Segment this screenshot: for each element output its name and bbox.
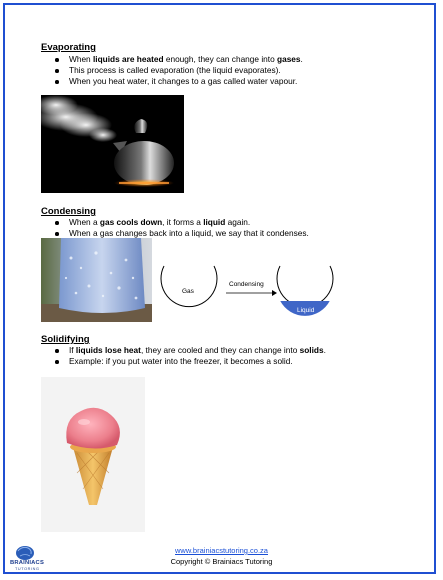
kettle-steam-photo [41,95,184,193]
copyright-text: Copyright © Brainiacs Tutoring [170,557,273,566]
heading-evaporating: Evaporating [41,42,96,53]
solidifying-bullets [41,345,326,367]
condensing-bullets [41,217,309,239]
solidifying-bullet-1: If liquids lose heat, they are cooled and they can change into solids. [69,345,326,355]
evaporating-bullet-2: This process is called evaporation (the liquid evaporates). [69,65,303,76]
evaporating-bullet-1: When liquids are heated enough, they can change into gases. [69,54,303,64]
logo-text: BRAINIACS [10,560,45,566]
diagram-arrow-label: Condensing [229,281,264,288]
evaporating-bullets [41,54,303,87]
condensing-bullet-1: When a gas cools down, it forms a liquid again. [69,217,309,228]
heading-condensing: Condensing [41,206,96,217]
condensing-bullet-2: When a gas changes back into a liquid, we say that it condenses. [69,228,309,238]
ice-cream-photo [41,377,145,532]
heading-solidifying: Solidifying [41,334,90,345]
condensation-bottle-photo [41,238,152,322]
diagram-gas-label: Gas [182,288,194,295]
website-link[interactable]: www.brainiacstutoring.co.za [175,546,268,555]
diagram-liquid-label: Liquid [297,307,315,314]
evaporating-bullet-3: When you heat water, it changes to a gas called water vapour. [69,76,303,87]
condensing-diagram [158,260,343,324]
logo-subtext: TUTORING [15,567,40,571]
solidifying-bullet-2: Example: if you put water into the freezer, it becomes a solid. [69,356,326,367]
